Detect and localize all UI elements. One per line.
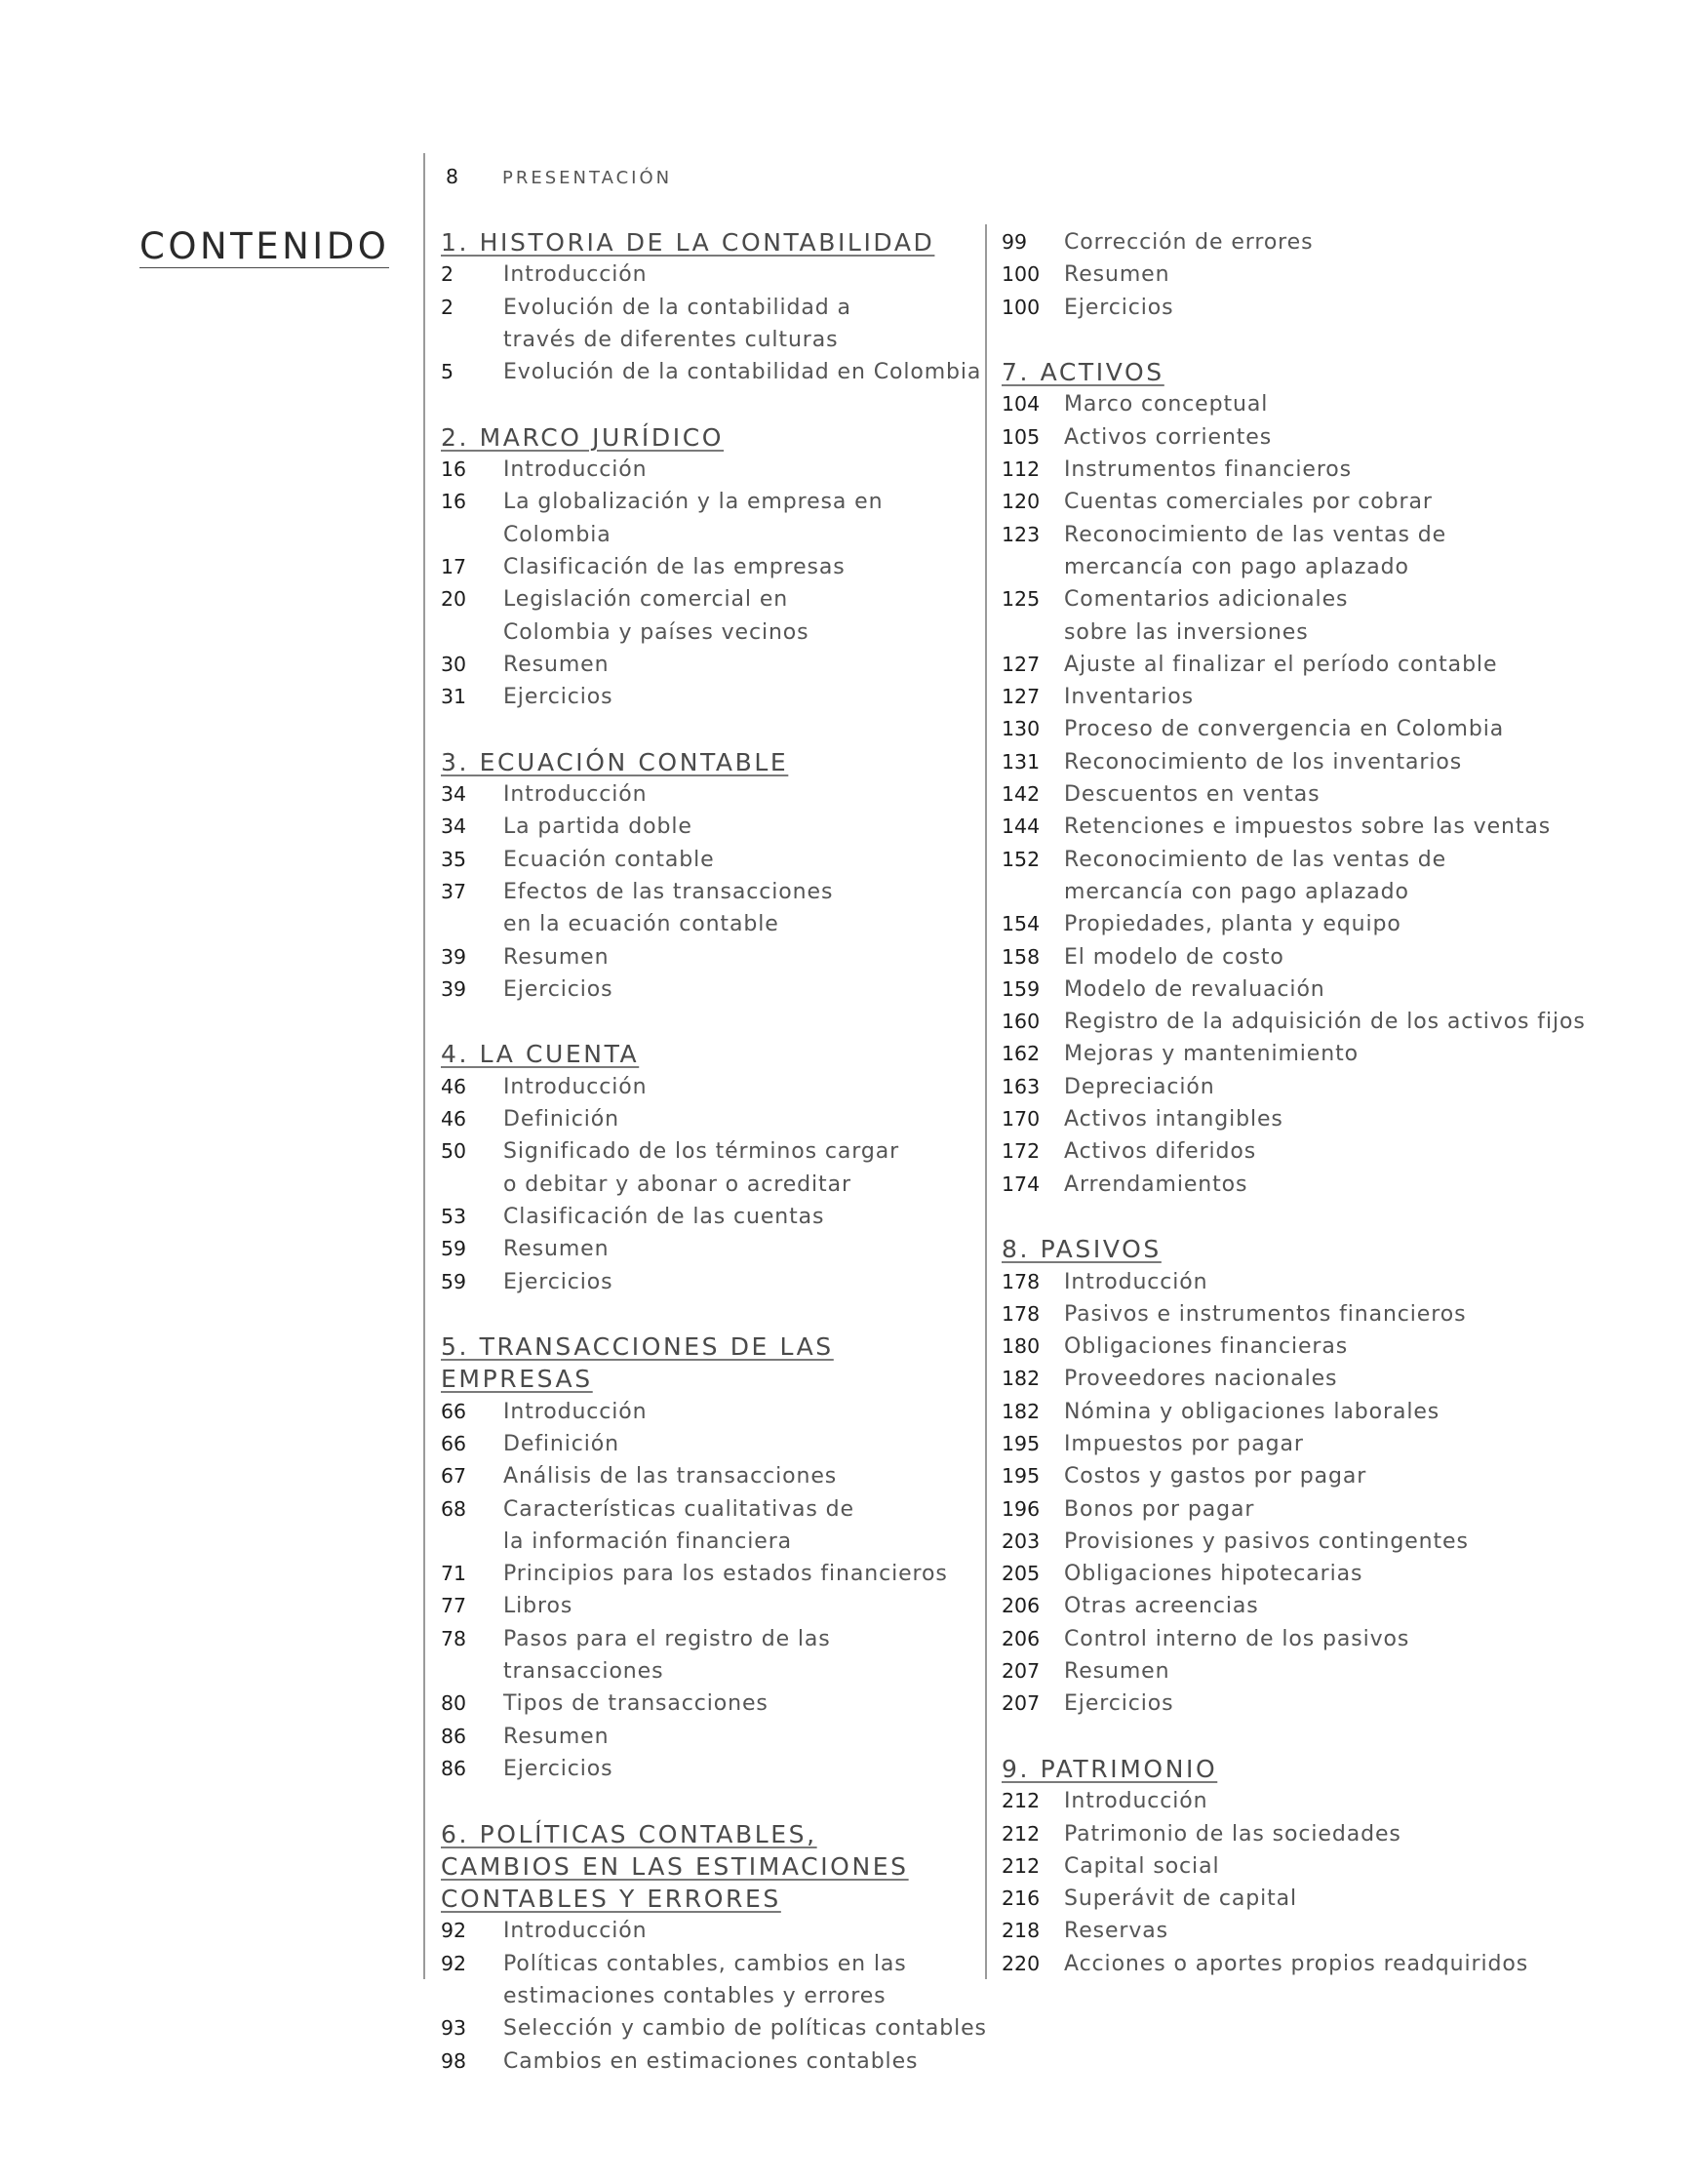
entry-title: Registro de la adquisición de los activos fijos	[1064, 1010, 1586, 1035]
entry-title: Costos y gastos por pagar	[1064, 1464, 1367, 1489]
page-number: 142	[1002, 782, 1041, 807]
page-number: 206	[1002, 1594, 1041, 1618]
entry-title: Bonos por pagar	[1064, 1496, 1255, 1522]
page-number: 195	[1002, 1464, 1041, 1489]
section-title[interactable]: CAMBIOS EN LAS ESTIMACIONES	[441, 1851, 909, 1881]
page-number: 8	[446, 165, 459, 188]
page-number: 16	[441, 490, 467, 514]
page-number: 216	[1002, 1886, 1041, 1911]
toc-entry[interactable]	[1002, 1850, 1684, 1883]
column-divider-left	[423, 153, 425, 1979]
section-title[interactable]: 4. LA CUENTA	[441, 1040, 640, 1069]
toc-entry[interactable]	[1002, 1558, 1684, 1590]
entry-title: Efectos de las transacciones en la ecuación contable	[503, 879, 834, 937]
toc-section	[441, 226, 987, 388]
section-title[interactable]: 2. MARCO JURÍDICO	[441, 422, 725, 452]
page-number: 203	[1002, 1529, 1041, 1553]
toc-entry[interactable]	[441, 1233, 987, 1265]
page-number: 207	[1002, 1691, 1041, 1716]
toc-entry[interactable]	[1002, 1103, 1684, 1135]
page-number: 178	[1002, 1269, 1041, 1293]
page-number: 2	[441, 295, 454, 319]
page-number: 131	[1002, 749, 1041, 774]
toc-section	[1002, 1753, 1684, 1980]
entry-title: Evolución de la contabilidad en Colombia	[503, 360, 982, 385]
page-number: 105	[1002, 424, 1041, 449]
toc-entry[interactable]	[1002, 908, 1684, 940]
page-number: 123	[1002, 522, 1041, 546]
toc-entry[interactable]	[1002, 811, 1684, 843]
page-number: 5	[441, 360, 454, 384]
toc-entry[interactable]	[1002, 1883, 1684, 1915]
entry-title: Activos corrientes	[1064, 424, 1273, 450]
toc-entry[interactable]	[1002, 649, 1684, 681]
toc-entry[interactable]	[1002, 1330, 1684, 1363]
toc-entry[interactable]	[1002, 1590, 1684, 1622]
page-number: 100	[1002, 262, 1041, 287]
toc-entry[interactable]	[1002, 519, 1684, 584]
page-number: 20	[441, 587, 467, 612]
entry-title: Resumen	[1064, 1659, 1170, 1685]
entry-title: Ejercicios	[503, 1756, 613, 1781]
toc-section	[441, 746, 987, 1006]
entry-title: Libros	[503, 1594, 573, 1619]
entry-title: Resumen	[1064, 262, 1170, 288]
toc-entry[interactable]	[1002, 1688, 1684, 1720]
entry-title: Retenciones e impuestos sobre las ventas	[1064, 814, 1552, 840]
page-number: 59	[441, 1237, 467, 1261]
entry-title: Proceso de convergencia en Colombia	[1064, 717, 1505, 742]
toc-entry[interactable]	[1002, 973, 1684, 1006]
entry-title: Ejercicios	[1064, 1691, 1174, 1717]
toc-entry[interactable]	[1002, 1071, 1684, 1103]
entry-title: Propiedades, planta y equipo	[1064, 912, 1401, 937]
toc-entry[interactable]	[441, 258, 987, 291]
toc-column-left	[441, 226, 987, 2110]
toc-section	[1002, 226, 1684, 324]
page-number: 16	[441, 457, 467, 482]
page-number: 66	[441, 1431, 467, 1455]
page-number: 104	[1002, 392, 1041, 417]
page-number: 162	[1002, 1042, 1041, 1066]
entry-title: Ajuste al finalizar el período contable	[1064, 652, 1498, 677]
page-number: 182	[1002, 1399, 1041, 1423]
page-number: 34	[441, 814, 467, 839]
toc-entry[interactable]	[1002, 1655, 1684, 1688]
toc-entry[interactable]	[1002, 778, 1684, 811]
toc-entry[interactable]	[441, 1721, 987, 1753]
page-number: 130	[1002, 717, 1041, 741]
page-number: 39	[441, 976, 467, 1001]
entry-title: Resumen	[503, 652, 610, 677]
toc-entry[interactable]	[1002, 421, 1684, 454]
toc-entry[interactable]	[441, 1103, 987, 1135]
toc-entry[interactable]	[441, 1266, 987, 1298]
section-title[interactable]: 7. ACTIVOS	[1002, 358, 1164, 387]
entry-title: Corrección de errores	[1064, 230, 1314, 255]
toc-entry[interactable]	[441, 486, 987, 551]
toc-section	[1002, 1233, 1684, 1720]
toc-section	[441, 1330, 987, 1785]
page-number: 67	[441, 1464, 467, 1489]
section-title[interactable]: 5. TRANSACCIONES DE LAS EMPRESAS	[441, 1332, 834, 1394]
toc-entry[interactable]	[1002, 1915, 1684, 1947]
entry-title: Provisiones y pasivos contingentes	[1064, 1529, 1469, 1554]
section-title[interactable]: 6. POLÍTICAS CONTABLES,	[441, 1819, 817, 1848]
section-title[interactable]: 1. HISTORIA DE LA CONTABILIDAD	[441, 228, 935, 257]
entry-title: Nómina y obligaciones laborales	[1064, 1399, 1440, 1424]
entry-title: Políticas contables, cambios en las estimaciones contables y errores	[503, 1951, 907, 2009]
toc-entry[interactable]	[441, 2045, 987, 2078]
entry-title: Introducción	[503, 262, 648, 288]
toc-entry[interactable]	[441, 551, 987, 583]
page-number: 182	[1002, 1367, 1041, 1391]
entry-title: Pasivos e instrumentos financieros	[1064, 1301, 1467, 1327]
page-number: 39	[441, 944, 467, 969]
toc-entry[interactable]	[1002, 388, 1684, 420]
page-number: 99	[1002, 230, 1028, 254]
page-number: 34	[441, 782, 467, 807]
page-number: 50	[441, 1139, 467, 1164]
toc-entry[interactable]	[1002, 1266, 1684, 1298]
toc-entry[interactable]	[441, 811, 987, 843]
page-number: 59	[441, 1269, 467, 1293]
entry-title: Legislación comercial en Colombia y países vecinos	[503, 587, 809, 645]
page-number: 220	[1002, 1951, 1041, 1975]
page-number: 2	[441, 262, 454, 287]
page-number: 120	[1002, 490, 1041, 514]
page-number: 30	[441, 652, 467, 676]
toc-entry[interactable]	[441, 1558, 987, 1590]
toc-entry[interactable]	[441, 1688, 987, 1720]
page-number: 178	[1002, 1301, 1041, 1326]
entry-title: Capital social	[1064, 1853, 1220, 1879]
toc-entry[interactable]	[1002, 292, 1684, 324]
page-number: 93	[441, 2016, 467, 2041]
toc-entry[interactable]	[441, 1396, 987, 1428]
page-number: 66	[441, 1399, 467, 1423]
entry-title: Mejoras y mantenimiento	[1064, 1042, 1359, 1067]
toc-entry[interactable]	[441, 1590, 987, 1622]
toc-entry[interactable]	[441, 1493, 987, 1559]
page-number: 35	[441, 847, 467, 871]
section-title[interactable]: 3. ECUACIÓN CONTABLE	[441, 747, 789, 776]
page-number: 212	[1002, 1853, 1041, 1878]
entry-title: Análisis de las transacciones	[503, 1464, 838, 1489]
entry-title: Tipos de transacciones	[503, 1691, 769, 1717]
entry-title: Obligaciones hipotecarias	[1064, 1562, 1363, 1587]
entry-title: Impuestos por pagar	[1064, 1431, 1304, 1456]
entry-title: Introducción	[503, 782, 648, 808]
page-number: 46	[441, 1107, 467, 1132]
entry-title: Introducción	[1064, 1789, 1208, 1814]
page-number: 180	[1002, 1334, 1041, 1359]
entry-title: Ejercicios	[1064, 295, 1174, 320]
entry-title: Definición	[503, 1107, 619, 1132]
entry-title: Pasos para el registro de las transacciones	[503, 1626, 831, 1685]
entry-title: Reconocimiento de las ventas de mercancía con pago aplazado	[1064, 522, 1447, 579]
page-number: 212	[1002, 1821, 1041, 1846]
toc-entry[interactable]	[441, 1201, 987, 1233]
toc-entry[interactable]	[1002, 258, 1684, 291]
entry-title: Definición	[503, 1431, 619, 1456]
page-number: 205	[1002, 1562, 1041, 1586]
page-title: CONTENIDO	[139, 225, 390, 267]
toc-entry[interactable]	[1002, 226, 1684, 258]
toc-entry[interactable]	[441, 1428, 987, 1460]
entry-title: Descuentos en ventas	[1064, 782, 1321, 808]
page-number: 170	[1002, 1107, 1041, 1132]
entry-title: Introducción	[503, 1399, 648, 1424]
toc-entry[interactable]	[441, 1915, 987, 1947]
page-number: 127	[1002, 652, 1041, 676]
toc-entry[interactable]	[441, 1135, 987, 1201]
toc-entry[interactable]	[1002, 1428, 1684, 1460]
toc-entry[interactable]	[1002, 941, 1684, 973]
toc-entry[interactable]	[441, 973, 987, 1006]
toc-entry[interactable]	[441, 649, 987, 681]
toc-entry[interactable]	[1002, 486, 1684, 518]
entry-title: Control interno de los pasivos	[1064, 1626, 1410, 1651]
page-number: 172	[1002, 1139, 1041, 1164]
page-number: 31	[441, 685, 467, 709]
toc-entry[interactable]	[441, 583, 987, 649]
toc-entry[interactable]	[1002, 1493, 1684, 1526]
entry-title: Resumen	[503, 1237, 610, 1262]
toc-entry[interactable]	[1002, 1169, 1684, 1201]
page-number: 86	[441, 1724, 467, 1748]
entry-title: Ejercicios	[503, 685, 613, 710]
toc-entry[interactable]	[1002, 1298, 1684, 1330]
entry-title: Comentarios adicionales sobre las inversiones	[1064, 587, 1349, 645]
entry-title: Activos intangibles	[1064, 1107, 1283, 1132]
entry-title: Introducción	[503, 457, 648, 483]
toc-entry[interactable]	[1002, 713, 1684, 745]
section-title[interactable]: 8. PASIVOS	[1002, 1235, 1162, 1264]
toc-entry[interactable]	[441, 356, 987, 388]
toc-entry[interactable]	[1002, 454, 1684, 486]
entry-title: Resumen	[503, 1724, 610, 1749]
entry-title: Patrimonio de las sociedades	[1064, 1821, 1401, 1846]
entry-title: Activos diferidos	[1064, 1139, 1257, 1165]
toc-section	[441, 421, 987, 714]
entry-title: Selección y cambio de políticas contables	[503, 2016, 987, 2042]
section-title[interactable]: 9. PATRIMONIO	[1002, 1754, 1218, 1783]
entry-title: Depreciación	[1064, 1074, 1215, 1099]
page-number: 127	[1002, 685, 1041, 709]
entry-title: Significado de los términos cargar o debitar y abonar o acreditar	[503, 1139, 900, 1197]
entry-title: Modelo de revaluación	[1064, 976, 1325, 1002]
entry-title: Características cualitativas de la información financiera	[503, 1496, 854, 1554]
toc-entry[interactable]	[1002, 1135, 1684, 1168]
page-number: 92	[441, 1951, 467, 1975]
page-number: 17	[441, 554, 467, 578]
page-number: 152	[1002, 847, 1041, 871]
entry-title: Introducción	[503, 1919, 648, 1944]
entry-title: La globalización y la empresa en Colombia	[503, 490, 884, 547]
page-number: 112	[1002, 457, 1041, 482]
page-number: 207	[1002, 1659, 1041, 1684]
entry-title: Superávit de capital	[1064, 1886, 1298, 1912]
toc-entry[interactable]	[441, 876, 987, 941]
entry-title: Clasificación de las empresas	[503, 554, 846, 579]
entry-title: Reservas	[1064, 1919, 1169, 1944]
toc-entry[interactable]	[1002, 1623, 1684, 1655]
toc-entry[interactable]	[1002, 1948, 1684, 1980]
page-number: 196	[1002, 1496, 1041, 1521]
page-number: 98	[441, 2048, 467, 2073]
entry-title: Resumen	[503, 944, 610, 970]
toc-entry[interactable]	[1002, 1396, 1684, 1428]
page-number: 218	[1002, 1919, 1041, 1943]
page-number: 80	[441, 1691, 467, 1716]
entry-title: Ejercicios	[503, 1269, 613, 1294]
entry-title: PRESENTACIÓN	[502, 168, 673, 188]
page-number: 160	[1002, 1010, 1041, 1034]
toc-section	[1002, 356, 1684, 1201]
toc-entry[interactable]	[441, 1753, 987, 1785]
entry-title: Obligaciones financieras	[1064, 1334, 1349, 1360]
toc-entry[interactable]	[1002, 1818, 1684, 1850]
toc-entry[interactable]	[441, 454, 987, 486]
page-number: 46	[441, 1074, 467, 1098]
toc-entry[interactable]	[1002, 1526, 1684, 1558]
page-number: 92	[441, 1919, 467, 1943]
entry-title: Marco conceptual	[1064, 392, 1269, 417]
page-number: 195	[1002, 1431, 1041, 1455]
toc-entry[interactable]	[441, 941, 987, 973]
page-number: 71	[441, 1562, 467, 1586]
entry-title: Cambios en estimaciones contables	[503, 2048, 919, 2074]
page-number: 174	[1002, 1171, 1041, 1196]
toc-entry[interactable]	[1002, 1363, 1684, 1395]
toc-entry[interactable]	[441, 1623, 987, 1688]
page-number: 77	[441, 1594, 467, 1618]
entry-title: Cuentas comerciales por cobrar	[1064, 490, 1433, 515]
entry-title: Evolución de la contabilidad a través de diferentes culturas	[503, 295, 851, 352]
page-number: 163	[1002, 1074, 1041, 1098]
section-title[interactable]: CONTABLES Y ERRORES	[441, 1885, 781, 1914]
entry-title: Otras acreencias	[1064, 1594, 1259, 1619]
toc-entry[interactable]	[1002, 583, 1684, 649]
entry-title: Acciones o aportes propios readquiridos	[1064, 1951, 1529, 1976]
entry-title: Reconocimiento de las ventas de mercancía con pago aplazado	[1064, 847, 1447, 904]
toc-entry[interactable]	[1002, 1460, 1684, 1492]
entry-title: Introducción	[503, 1074, 648, 1099]
page-number: 144	[1002, 814, 1041, 839]
page-number: 212	[1002, 1789, 1041, 1813]
page-number: 37	[441, 879, 467, 903]
toc-entry[interactable]	[441, 1460, 987, 1492]
entry-title: El modelo de costo	[1064, 944, 1284, 970]
entry-title: Ecuación contable	[503, 847, 715, 872]
page-number: 158	[1002, 944, 1041, 969]
toc-entry[interactable]	[441, 778, 987, 811]
page-number: 100	[1002, 295, 1041, 319]
entry-title: Reconocimiento de los inventarios	[1064, 749, 1463, 774]
toc-entry[interactable]	[441, 2012, 987, 2045]
toc-entry[interactable]	[1002, 1038, 1684, 1070]
entry-title: Clasificación de las cuentas	[503, 1204, 825, 1229]
page-number: 159	[1002, 976, 1041, 1001]
page-number: 125	[1002, 587, 1041, 612]
entry-title: Arrendamientos	[1064, 1171, 1248, 1197]
page-number: 154	[1002, 912, 1041, 936]
entry-title: Principios para los estados financieros	[503, 1562, 948, 1587]
toc-entry[interactable]	[1002, 1006, 1684, 1038]
entry-title: Inventarios	[1064, 685, 1195, 710]
entry-title: Instrumentos financieros	[1064, 457, 1353, 483]
toc-section	[441, 1818, 987, 2078]
page-number: 78	[441, 1626, 467, 1650]
toc-entry[interactable]	[441, 844, 987, 876]
entry-title: Introducción	[1064, 1269, 1208, 1294]
toc-entry[interactable]	[441, 1948, 987, 2013]
toc-entry[interactable]	[1002, 844, 1684, 909]
toc-column-right	[1002, 226, 1684, 2012]
entry-title: Proveedores nacionales	[1064, 1367, 1338, 1392]
page-number: 206	[1002, 1626, 1041, 1650]
entry-title: Ejercicios	[503, 976, 613, 1002]
page-number: 53	[441, 1204, 467, 1228]
toc-entry[interactable]	[1002, 681, 1684, 713]
toc-entry-presentacion[interactable]	[446, 165, 672, 188]
toc-entry[interactable]	[441, 1071, 987, 1103]
toc-entry[interactable]	[441, 681, 987, 713]
toc-entry[interactable]	[1002, 1785, 1684, 1817]
page-number: 68	[441, 1496, 467, 1521]
entry-title: La partida doble	[503, 814, 692, 840]
toc-entry[interactable]	[1002, 746, 1684, 778]
toc-entry[interactable]	[441, 292, 987, 357]
page-number: 86	[441, 1756, 467, 1780]
toc-section	[441, 1038, 987, 1297]
